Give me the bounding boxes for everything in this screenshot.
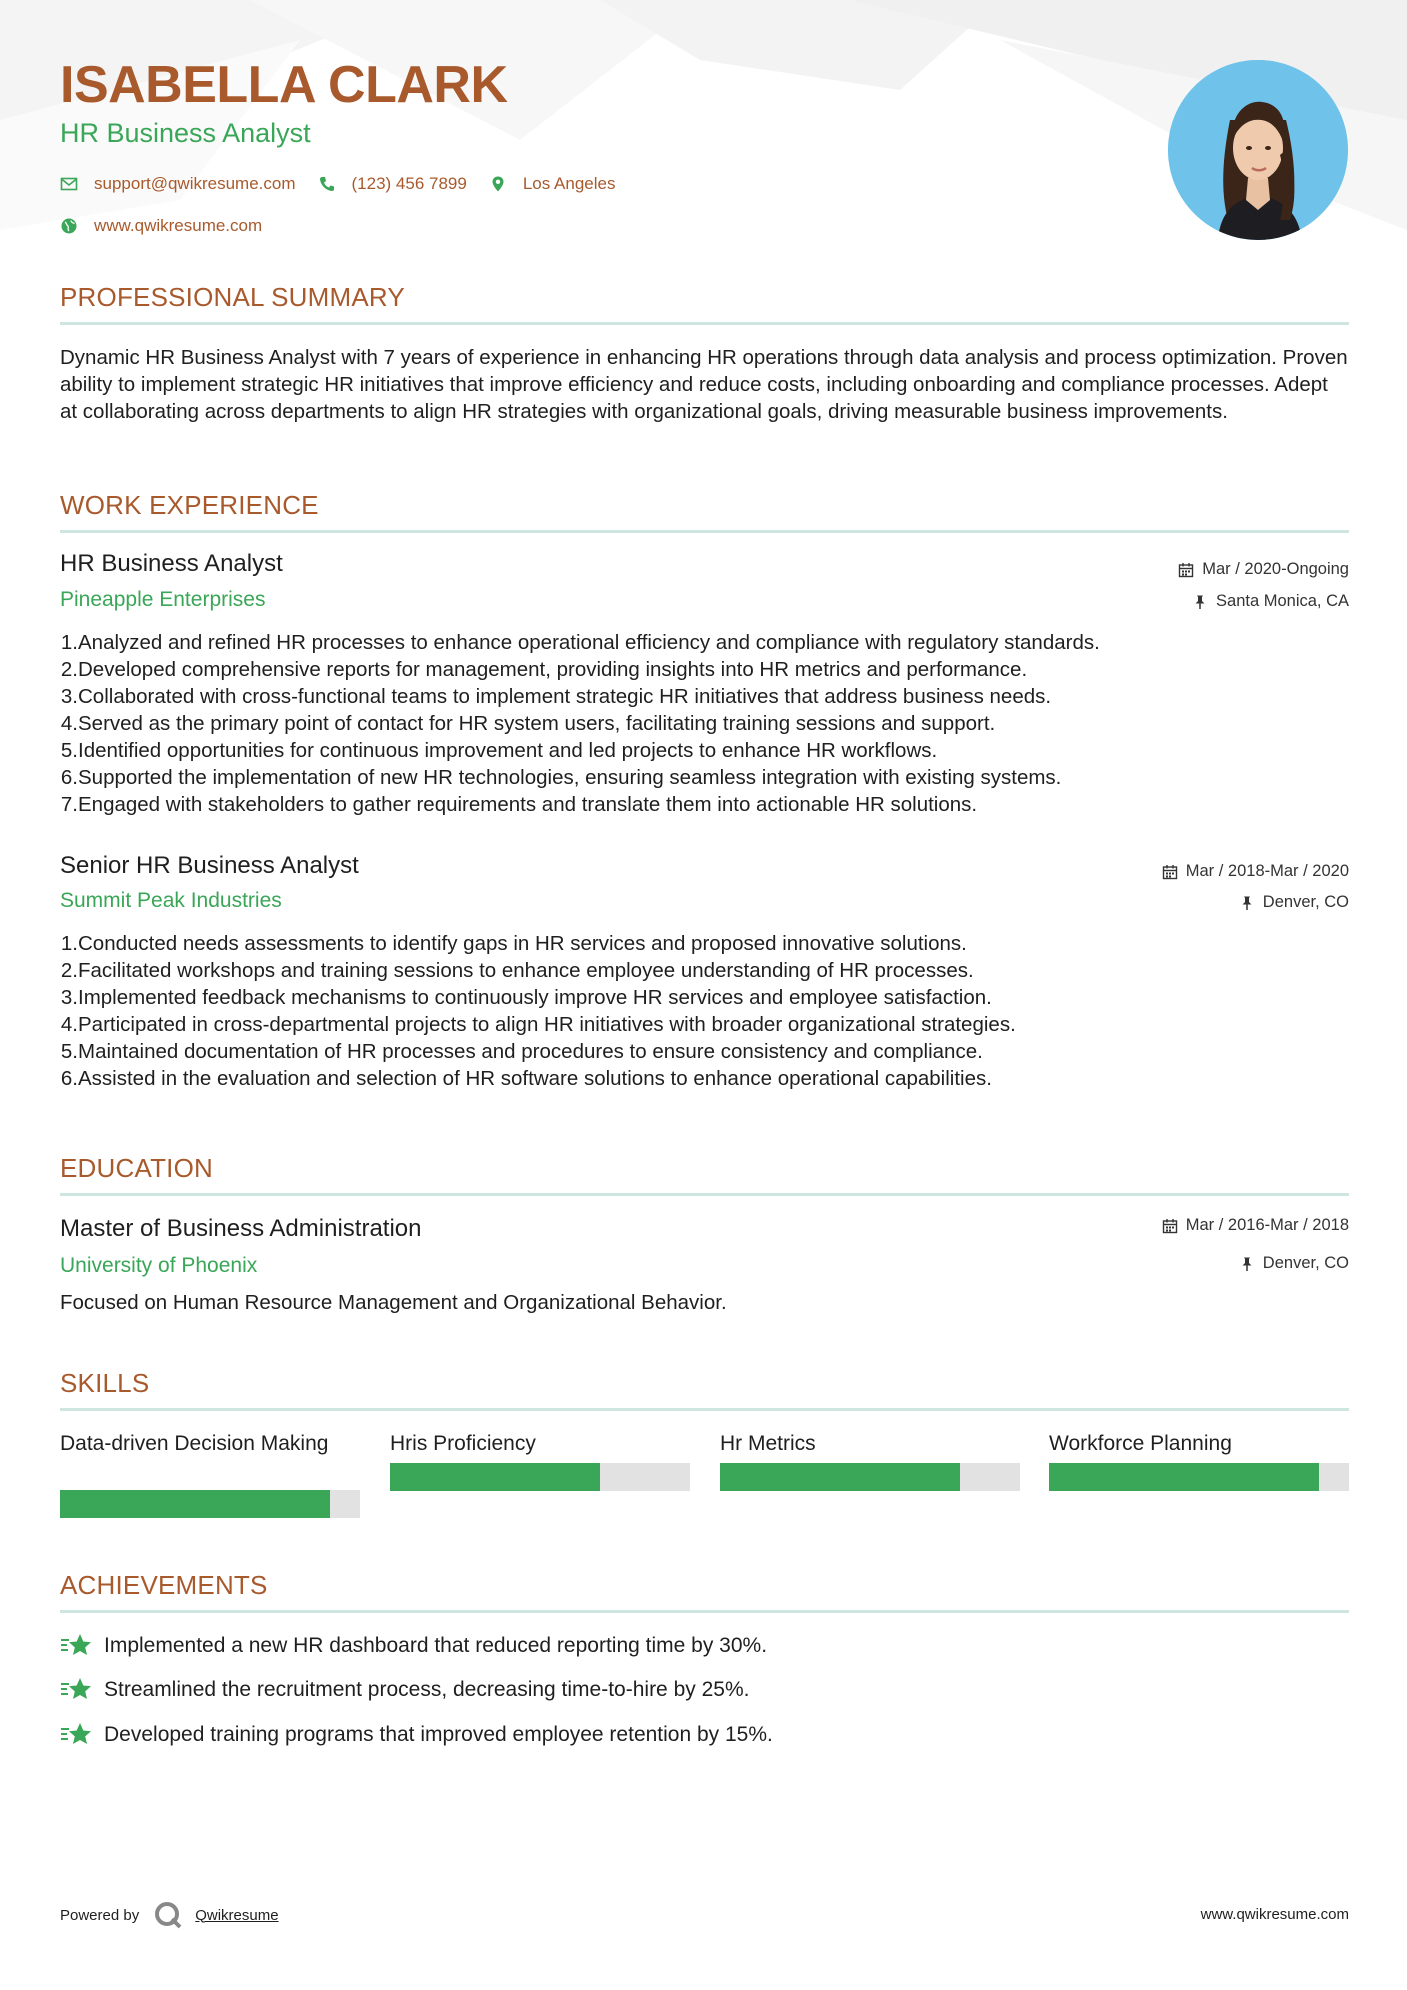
skill-level-fill: [60, 1490, 330, 1518]
education-date-text: Mar / 2016-Mar / 2018: [1185, 1216, 1349, 1234]
list-item: 1. Conducted needs assessments to identify gaps in HR services and proposed innovative solutions.: [60, 932, 967, 955]
job-bullet-list: [50, 930, 1350, 1092]
section-title-achievements: ACHIEVEMENTS: [60, 1570, 268, 1600]
globe-icon: [60, 217, 80, 235]
contact-row-secondary: [60, 216, 284, 236]
achievement-item: [60, 1676, 749, 1704]
skill-level-bar: [390, 1463, 690, 1491]
section-divider: [60, 1610, 1349, 1613]
star-award-icon: [60, 1632, 92, 1660]
skills-grid: [60, 1430, 1350, 1530]
list-item: 5. Identified opportunities for continuous improvement and led projects to enhance HR workflows.: [60, 739, 938, 762]
powered-by-label: Powered by: [60, 1906, 140, 1924]
achievement-text: Implemented a new HR dashboard that reduced reporting time by 30%.: [104, 1634, 768, 1657]
map-pin-icon: [489, 175, 509, 193]
star-award-icon: [60, 1676, 92, 1704]
education-location: [1239, 1254, 1349, 1273]
job-title: Senior HR Business Analyst: [60, 852, 359, 879]
section-title-skills: SKILLS: [60, 1368, 150, 1398]
section-divider: [60, 1193, 1349, 1196]
job-date-text: Mar / 2018-Mar / 2020: [1185, 862, 1349, 880]
skill-name: Workforce Planning: [1049, 1432, 1232, 1455]
calendar-icon: [1178, 562, 1194, 578]
contact-location: Los Angeles: [522, 174, 616, 193]
skill-level-bar: [60, 1490, 360, 1518]
achievement-item: [60, 1721, 773, 1749]
footer-powered-by: [60, 1900, 279, 1930]
pushpin-icon: [1239, 895, 1255, 911]
list-item: 2. Developed comprehensive reports for management, providing insights into HR metrics and performance.: [60, 658, 1028, 681]
list-item: 4. Participated in cross-departmental projects to align HR initiatives with broader organizational strategies.: [60, 1013, 1016, 1036]
skill-item: [1049, 1430, 1349, 1484]
section-title-summary: PROFESSIONAL SUMMARY: [60, 282, 405, 312]
skill-item: [390, 1430, 690, 1484]
list-item: 2. Facilitated workshops and training sessions to enhance employee understanding of HR processes.: [60, 959, 974, 982]
job-date: [1178, 560, 1349, 579]
skill-level-fill: [720, 1463, 960, 1491]
qwikresume-link[interactable]: Qwikresume: [195, 1906, 279, 1924]
phone-icon: [318, 175, 338, 193]
list-item: 1. Analyzed and refined HR processes to enhance operational efficiency and compliance with regulatory standards.: [60, 631, 1100, 654]
job-location-text: Santa Monica, CA: [1216, 592, 1349, 610]
education-date: [1162, 1216, 1349, 1235]
job-date-text: Mar / 2020-Ongoing: [1202, 560, 1349, 578]
pushpin-icon: [1192, 594, 1208, 610]
contact-website[interactable]: www.qwikresume.com: [94, 216, 263, 235]
job-location-text: Denver, CO: [1262, 893, 1349, 911]
skill-item: [60, 1430, 360, 1484]
skill-name: Hr Metrics: [720, 1432, 816, 1455]
achievement-text: Streamlined the recruitment process, decreasing time-to-hire by 25%.: [104, 1678, 750, 1701]
job-location: [1192, 592, 1349, 611]
section-divider: [60, 530, 1349, 533]
job-company: Pineapple Enterprises: [60, 588, 266, 611]
achievement-text: Developed training programs that improved employee retention by 15%.: [104, 1723, 773, 1746]
envelope-icon: [60, 175, 80, 193]
list-item: 3. Collaborated with cross-functional teams to implement strategic HR initiatives that address business needs.: [60, 685, 1052, 708]
skill-level-bar: [720, 1463, 1020, 1491]
skill-item: [720, 1430, 1020, 1484]
summary-text: Dynamic HR Business Analyst with 7 years of experience in enhancing HR operations through data analysis and process optimization. Proven ability to implement strategic HR initiatives that improve efficiency and reduce costs, including onboarding and compliance processes. Adept at collaborating across departments to align HR strategies with organizational goals, driving measurable business improvements.: [60, 346, 1348, 423]
list-item: 6. Supported the implementation of new HR technologies, ensuring seamless integration with existing systems.: [60, 766, 1062, 789]
candidate-role: HR Business Analyst: [60, 118, 311, 148]
skill-name: Hris Proficiency: [390, 1432, 536, 1455]
section-divider: [60, 1408, 1349, 1411]
footer-website[interactable]: www.qwikresume.com: [1200, 1906, 1349, 1923]
section-title-education: EDUCATION: [60, 1153, 213, 1183]
list-item: 5. Maintained documentation of HR processes and procedures to ensure consistency and compliance.: [60, 1040, 983, 1063]
education-degree: Master of Business Administration: [60, 1215, 422, 1242]
calendar-icon: [1162, 864, 1178, 880]
qwikresume-logo-icon: [153, 1900, 183, 1930]
job-date: [1162, 862, 1349, 881]
pushpin-icon: [1239, 1256, 1255, 1272]
section-divider: [60, 322, 1349, 325]
achievement-item: [60, 1632, 767, 1660]
list-item: 4. Served as the primary point of contact for HR system users, facilitating training sessions and support.: [60, 712, 996, 735]
contact-email[interactable]: support@qwikresume.com: [94, 174, 296, 193]
skill-name: Data-driven Decision Making: [60, 1432, 329, 1455]
candidate-name: ISABELLA CLARK: [60, 56, 508, 114]
list-item: 3. Implemented feedback mechanisms to continuously improve HR services and employee satisfaction.: [60, 986, 992, 1009]
contact-row-primary: [60, 174, 637, 194]
contact-phone[interactable]: (123) 456 7899: [351, 174, 467, 193]
profile-photo: [1168, 60, 1348, 240]
job-company: Summit Peak Industries: [60, 889, 282, 912]
list-item: 6. Assisted in the evaluation and selection of HR software solutions to enhance operational capabilities.: [60, 1067, 992, 1090]
job-title: HR Business Analyst: [60, 550, 283, 577]
calendar-icon: [1162, 1218, 1178, 1234]
skill-level-fill: [390, 1463, 600, 1491]
job-bullet-list: [50, 629, 1350, 818]
skill-level-fill: [1049, 1463, 1319, 1491]
job-location: [1239, 893, 1349, 912]
education-description: Focused on Human Resource Management and Organizational Behavior.: [60, 1291, 727, 1314]
list-item: 7. Engaged with stakeholders to gather requirements and translate them into actionable HR solutions.: [60, 793, 978, 816]
skill-level-bar: [1049, 1463, 1349, 1491]
education-location-text: Denver, CO: [1262, 1254, 1349, 1272]
section-title-experience: WORK EXPERIENCE: [60, 490, 319, 520]
star-award-icon: [60, 1721, 92, 1749]
education-school: University of Phoenix: [60, 1254, 258, 1277]
